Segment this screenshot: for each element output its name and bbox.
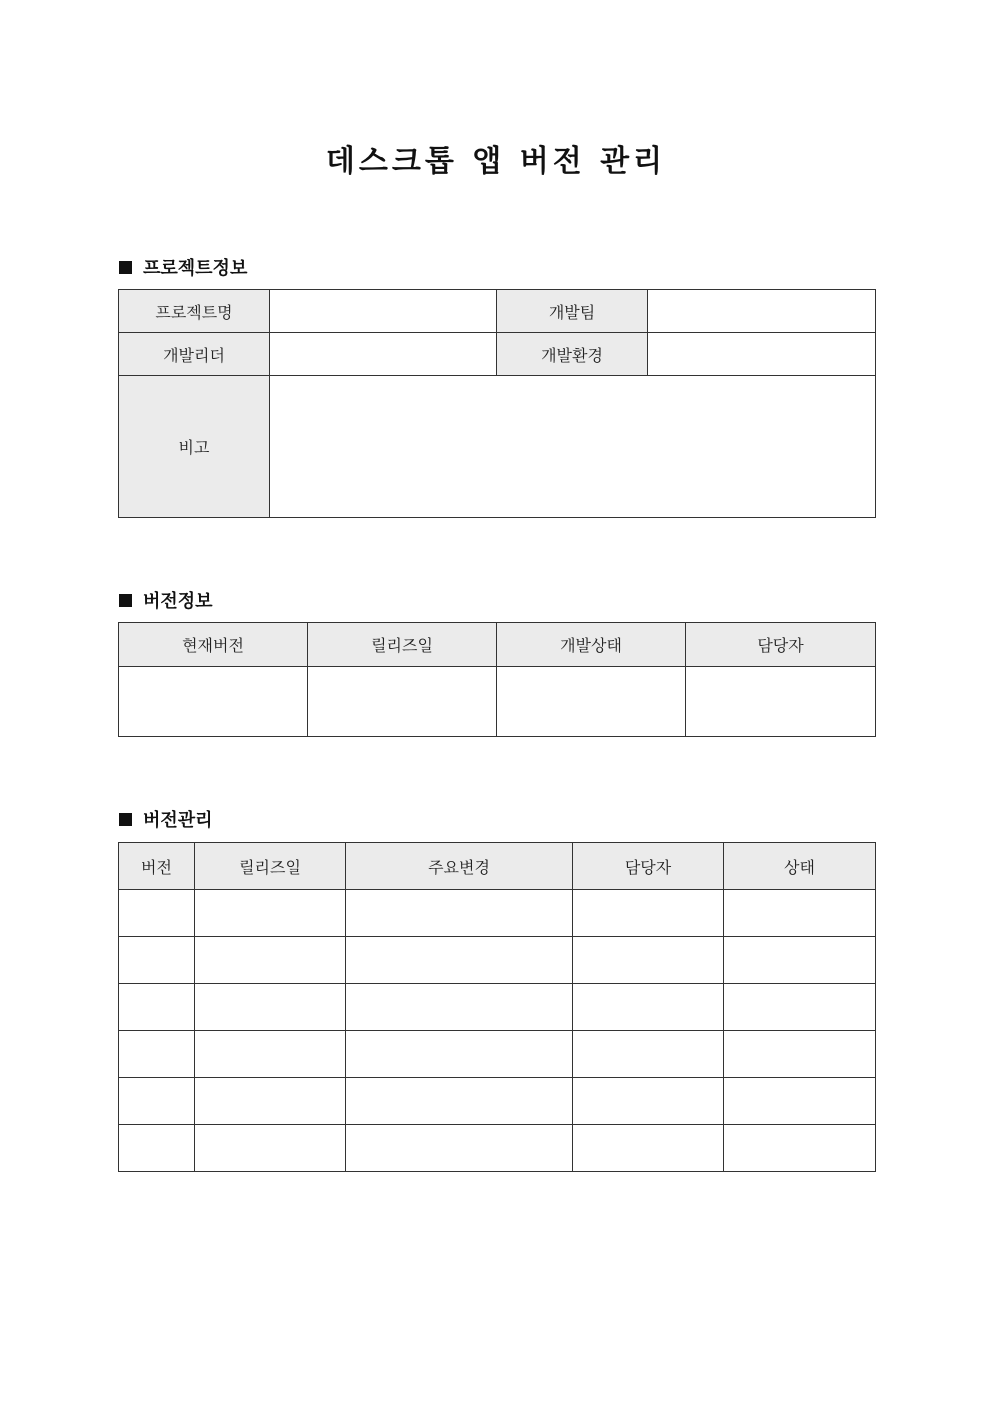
table-row — [119, 984, 876, 1031]
major-changes-header: 주요변경 — [346, 843, 573, 890]
dev-leader-field[interactable] — [270, 333, 497, 376]
status-cell[interactable] — [724, 890, 876, 937]
major-changes-cell[interactable] — [346, 937, 573, 984]
owner-cell[interactable] — [573, 1078, 724, 1125]
major-changes-cell[interactable] — [346, 1031, 573, 1078]
status-cell[interactable] — [724, 1031, 876, 1078]
status-cell[interactable] — [724, 1125, 876, 1172]
version-header: 버전 — [119, 843, 195, 890]
current-version-header: 현재버전 — [119, 623, 308, 667]
status-cell[interactable] — [724, 937, 876, 984]
version-cell[interactable] — [119, 1125, 195, 1172]
status-cell[interactable] — [724, 1078, 876, 1125]
release-date-cell[interactable] — [195, 1125, 346, 1172]
version-info-heading-label: 버전정보 — [143, 591, 213, 612]
version-cell[interactable] — [119, 984, 195, 1031]
version-cell[interactable] — [119, 1078, 195, 1125]
owner-cell[interactable] — [573, 1031, 724, 1078]
release-date-cell[interactable] — [195, 937, 346, 984]
owner-header: 담당자 — [686, 623, 876, 667]
project-info-heading-label: 프로젝트정보 — [143, 258, 248, 279]
table-row — [119, 890, 876, 937]
project-name-label: 프로젝트명 — [119, 290, 270, 333]
version-cell[interactable] — [119, 937, 195, 984]
major-changes-cell[interactable] — [346, 1078, 573, 1125]
owner-cell[interactable] — [573, 890, 724, 937]
dev-team-label: 개발팀 — [497, 290, 648, 333]
table-row — [119, 1031, 876, 1078]
owner-cell[interactable] — [573, 937, 724, 984]
square-bullet-icon — [119, 594, 132, 607]
version-history-table — [118, 842, 876, 1172]
project-info-table — [118, 289, 876, 518]
version-info-table — [118, 622, 876, 737]
status-cell[interactable] — [724, 984, 876, 1031]
major-changes-cell[interactable] — [346, 890, 573, 937]
dev-env-label: 개발환경 — [497, 333, 648, 376]
table-row — [119, 1078, 876, 1125]
version-cell[interactable] — [119, 890, 195, 937]
release-date-field[interactable] — [308, 667, 497, 737]
release-date-cell[interactable] — [195, 984, 346, 1031]
table-row — [119, 1125, 876, 1172]
release-date-cell[interactable] — [195, 1078, 346, 1125]
dev-env-field[interactable] — [648, 333, 876, 376]
release-date-cell[interactable] — [195, 890, 346, 937]
dev-team-field[interactable] — [648, 290, 876, 333]
table-row — [119, 937, 876, 984]
dev-status-header: 개발상태 — [497, 623, 686, 667]
status-header: 상태 — [724, 843, 876, 890]
owner-cell[interactable] — [573, 984, 724, 1031]
project-name-field[interactable] — [270, 290, 497, 333]
document-title: 데스크톱 앱 버전 관리 — [325, 144, 667, 179]
owner-header: 담당자 — [573, 843, 724, 890]
remarks-label: 비고 — [119, 376, 270, 518]
version-history-heading-label: 버전관리 — [143, 810, 213, 831]
version-history-heading — [119, 806, 213, 832]
remarks-field[interactable] — [270, 376, 876, 518]
dev-status-field[interactable] — [497, 667, 686, 737]
version-cell[interactable] — [119, 1031, 195, 1078]
owner-cell[interactable] — [573, 1125, 724, 1172]
release-date-cell[interactable] — [195, 1031, 346, 1078]
dev-leader-label: 개발리더 — [119, 333, 270, 376]
release-date-header: 릴리즈일 — [195, 843, 346, 890]
owner-field[interactable] — [686, 667, 876, 737]
major-changes-cell[interactable] — [346, 984, 573, 1031]
version-info-heading — [119, 587, 213, 613]
major-changes-cell[interactable] — [346, 1125, 573, 1172]
square-bullet-icon — [119, 813, 132, 826]
current-version-field[interactable] — [119, 667, 308, 737]
square-bullet-icon — [119, 261, 132, 274]
release-date-header: 릴리즈일 — [308, 623, 497, 667]
project-info-heading — [119, 254, 247, 280]
